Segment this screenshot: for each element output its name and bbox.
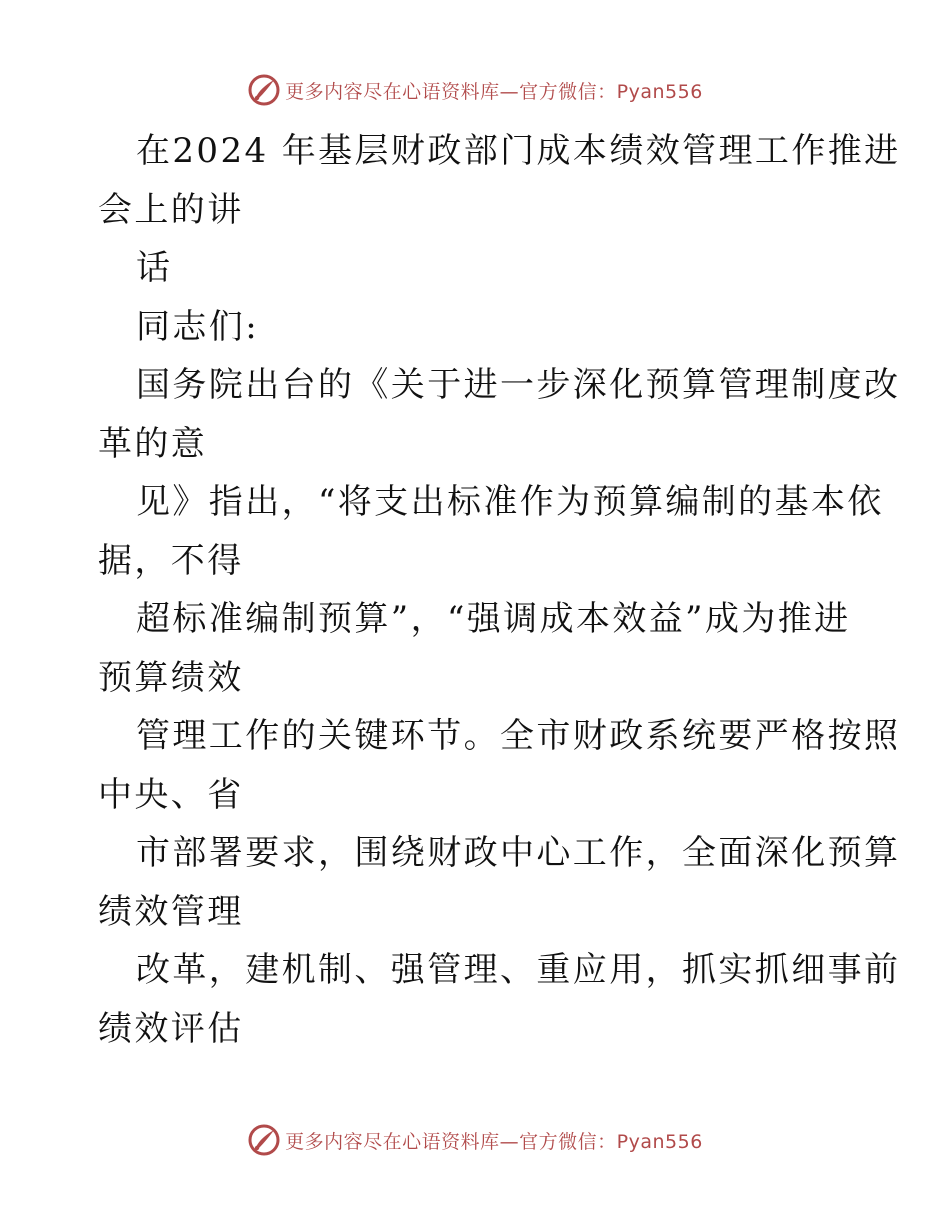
document-body: [98, 122, 901, 1058]
text-line: 在2024 年基层财政部门成本绩效管理工作推进: [136, 131, 901, 171]
text-line: 预算绩效: [98, 657, 244, 698]
text-line: 话: [136, 248, 173, 288]
text-line: 革的意: [98, 423, 208, 464]
watermark-text: 更多内容尽在心语资料库—官方微信：Pyan556: [285, 1130, 703, 1153]
text-line: 据，不得: [98, 540, 244, 581]
watermark-text: 更多内容尽在心语资料库—官方微信：Pyan556: [285, 80, 703, 103]
text-line: 会上的讲: [98, 189, 244, 230]
header-watermark: [0, 70, 950, 110]
text-line: 同志们:: [136, 306, 260, 347]
text-line: 绩效评估: [98, 1008, 244, 1049]
text-line: 见》指出，“将支出标准作为预算编制的基本依: [136, 482, 884, 522]
text-line: 国务院出台的《关于进一步深化预算管理制度改: [136, 365, 901, 405]
text-line: 中央、省: [98, 774, 244, 815]
footer-watermark: [0, 1120, 950, 1160]
brush-logo-icon: [247, 1123, 281, 1157]
brush-logo-icon: [247, 73, 281, 107]
text-line: 市部署要求，围绕财政中心工作，全面深化预算: [136, 833, 901, 873]
text-line: 超标准编制预算”，“强调成本效益”成为推进: [136, 599, 851, 639]
text-line: 改革，建机制、强管理、重应用，抓实抓细事前: [136, 950, 901, 990]
text-line: 管理工作的关键环节。全市财政系统要严格按照: [136, 716, 901, 756]
text-line: 绩效管理: [98, 891, 244, 932]
